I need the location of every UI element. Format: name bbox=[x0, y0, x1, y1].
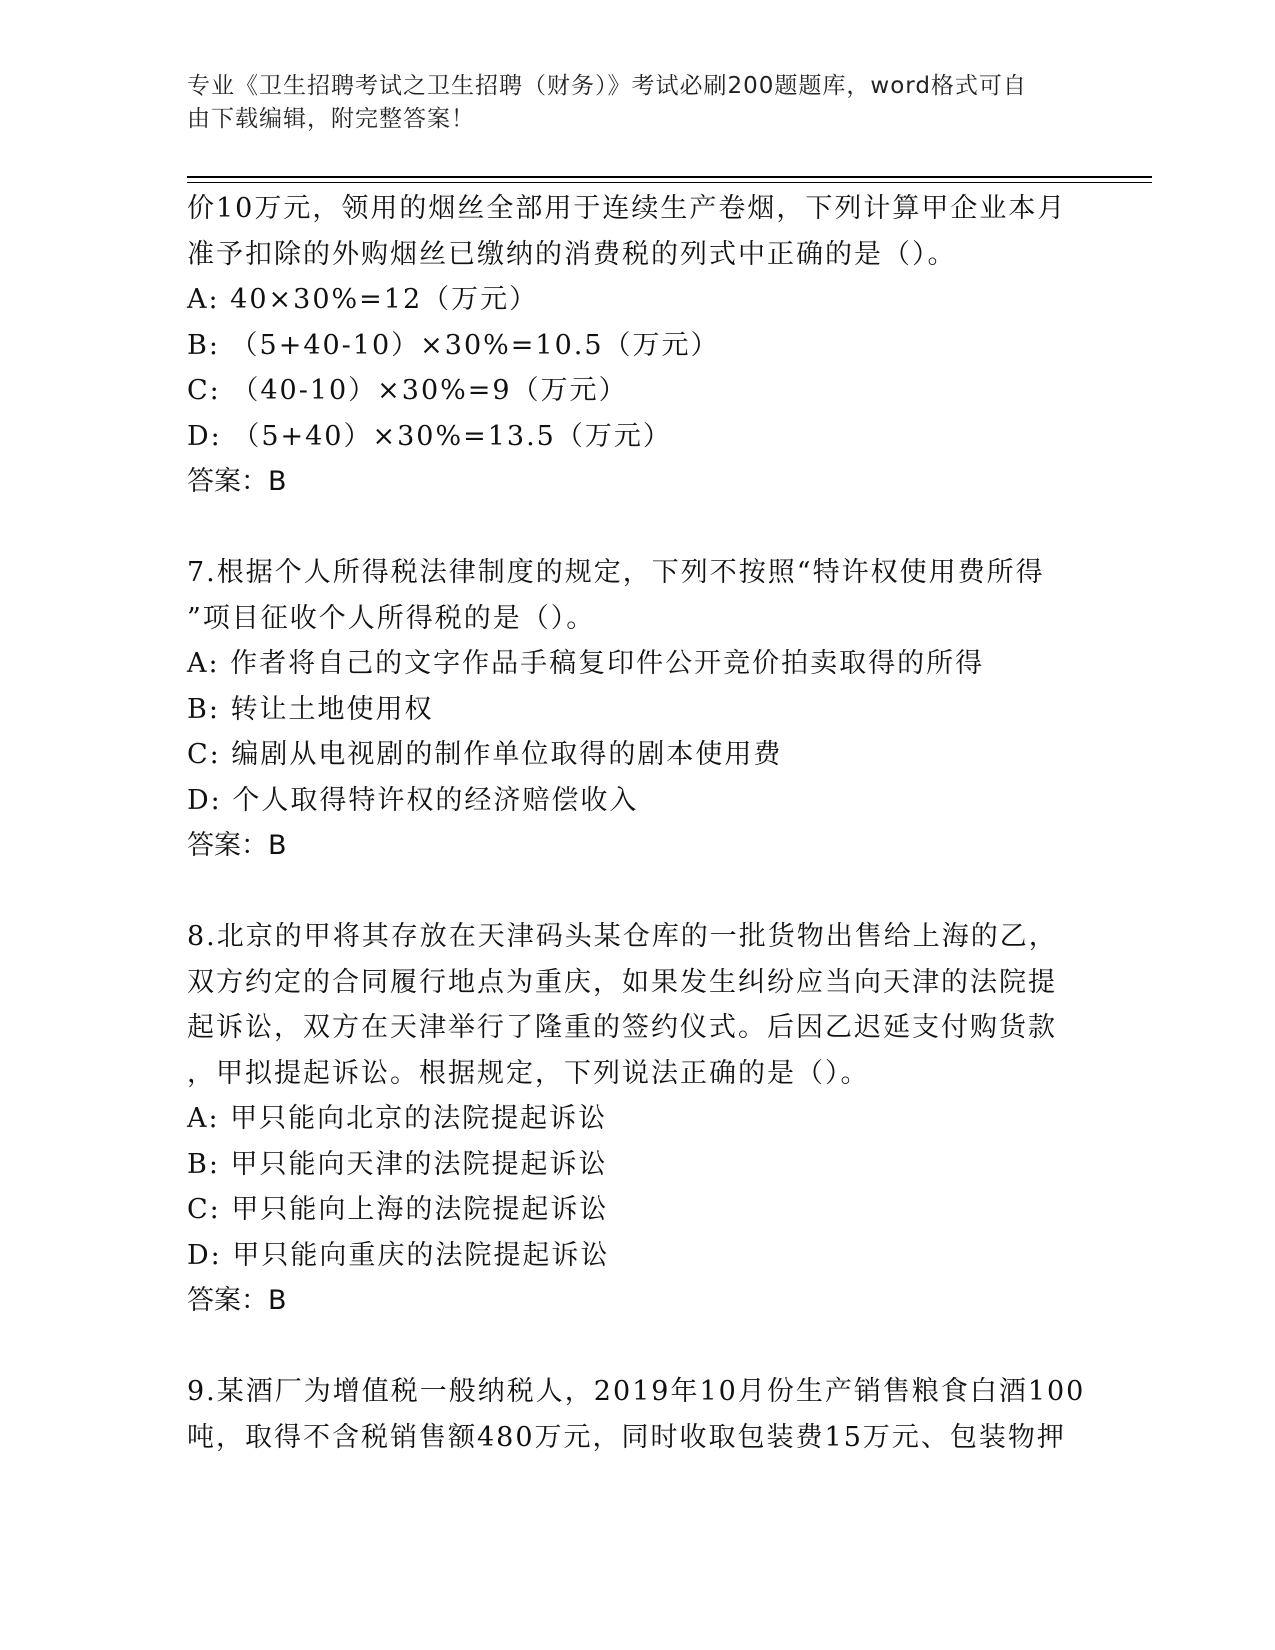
question-stem: 准予扣除的外购烟丝已缴纳的消费税的列式中正确的是（）。 bbox=[187, 238, 957, 270]
question-stem: 9.某酒厂为增值税一般纳税人，2019年10月份生产销售粮食白酒100 bbox=[187, 1376, 1086, 1407]
question-stem: 起诉讼，双方在天津举行了隆重的签约仪式。后因乙迟延支付购货款 bbox=[187, 1012, 1057, 1043]
question-stem: 价10万元，领用的烟丝全部用于连续生产卷烟，下列计算甲企业本月 bbox=[187, 193, 1067, 224]
option-b: B: （5+40-10）×30%=10.5（万元） bbox=[187, 329, 720, 361]
header-divider-thin bbox=[187, 182, 1152, 183]
spacer bbox=[187, 869, 1087, 915]
option-d: D: 个人取得特许权的经济赔偿收入 bbox=[187, 784, 639, 816]
question-7 bbox=[187, 550, 1087, 869]
spacer bbox=[187, 505, 1087, 551]
question-list bbox=[187, 186, 1087, 1460]
option-c: C: （40-10）×30%=9（万元） bbox=[187, 375, 628, 406]
header-line-2: 由下载编辑，附完整答案！ bbox=[187, 106, 475, 132]
option-a: A: 40×30%=12（万元） bbox=[187, 284, 539, 315]
answer: 答案：B bbox=[187, 466, 287, 497]
header-divider-thick bbox=[187, 176, 1152, 178]
option-a: A: 甲只能向北京的法院提起诉讼 bbox=[187, 1103, 608, 1134]
answer: 答案：B bbox=[187, 1285, 287, 1316]
question-stem: 吨，取得不含税销售额480万元，同时收取包装费15万元、包装物押 bbox=[187, 1421, 1066, 1453]
question-9 bbox=[187, 1369, 1087, 1460]
question-8 bbox=[187, 914, 1087, 1324]
question-stem: ，甲拟提起诉讼。根据规定，下列说法正确的是（）。 bbox=[187, 1057, 870, 1089]
answer: 答案：B bbox=[187, 830, 287, 861]
spacer bbox=[187, 1324, 1087, 1370]
option-a: A: 作者将自己的文字作品手稿复印件公开竞价拍卖取得的所得 bbox=[187, 648, 985, 679]
question-stem: 8.北京的甲将其存放在天津码头某仓库的一批货物出售给上海的乙， bbox=[187, 921, 1058, 952]
header-line-1: 专业《卫生招聘考试之卫生招聘（财务）》考试必刷200题题库，word格式可自 bbox=[187, 73, 1027, 99]
option-d: D: 甲只能向重庆的法院提起诉讼 bbox=[187, 1239, 610, 1271]
option-b: B: 甲只能向天津的法院提起诉讼 bbox=[187, 1148, 608, 1180]
question-6 bbox=[187, 186, 1087, 505]
option-d: D: （5+40）×30%=13.5（万元） bbox=[187, 420, 672, 452]
option-b: B: 转让土地使用权 bbox=[187, 693, 434, 725]
question-stem: 双方约定的合同履行地点为重庆，如果发生纠纷应当向天津的法院提 bbox=[187, 966, 1057, 998]
question-stem: 7.根据个人所得税法律制度的规定，下列不按照“特许权使用费所得 bbox=[187, 557, 1045, 588]
question-stem: ”项目征收个人所得税的是（）。 bbox=[187, 602, 596, 634]
option-c: C: 编剧从电视剧的制作单位取得的剧本使用费 bbox=[187, 739, 783, 770]
option-c: C: 甲只能向上海的法院提起诉讼 bbox=[187, 1194, 609, 1225]
document-header bbox=[187, 70, 1067, 136]
